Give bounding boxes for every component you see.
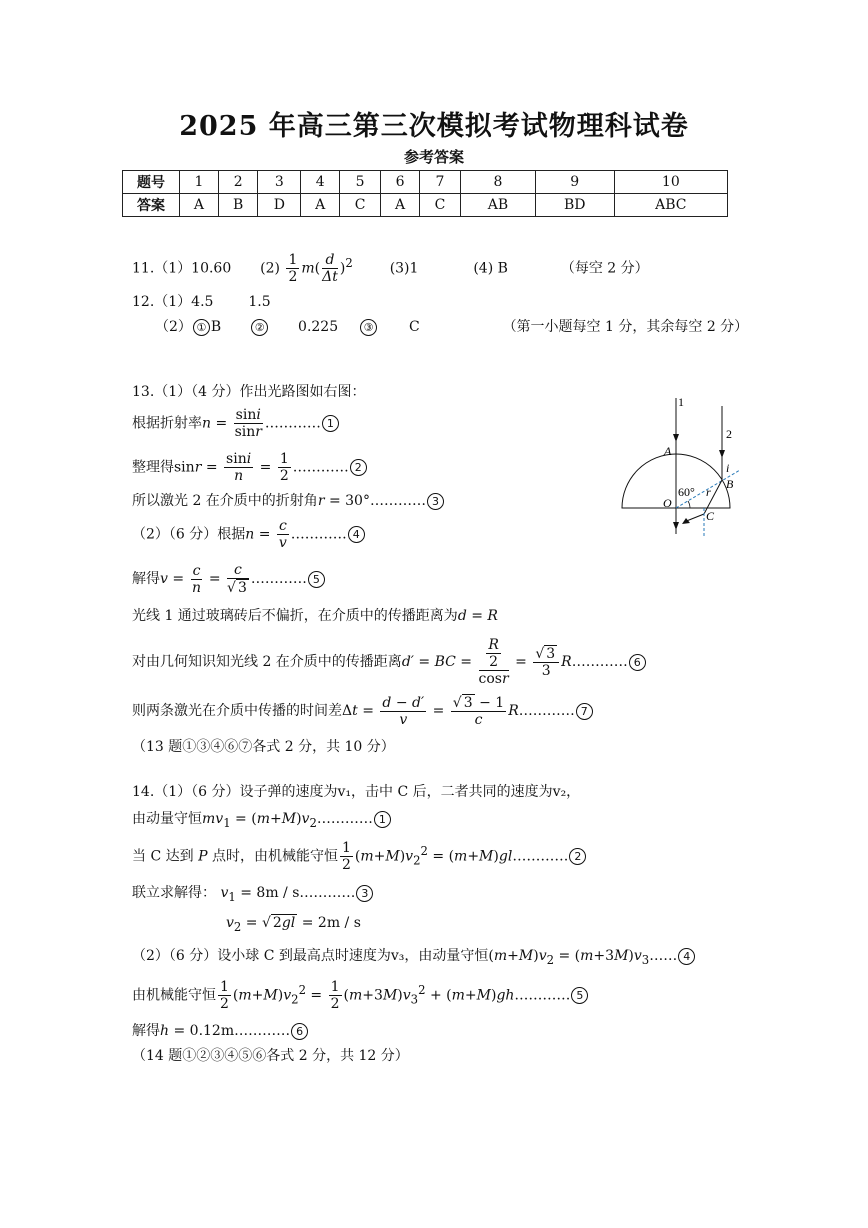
table-cell: 10	[614, 171, 727, 194]
q13-text: 解得	[132, 571, 160, 587]
q13-text: 整理得	[132, 459, 174, 476]
label-angle-60: 60°	[678, 485, 695, 499]
table-header-cell: 答案	[123, 194, 180, 217]
table-cell: B	[218, 194, 258, 217]
table-cell: BD	[535, 194, 614, 217]
table-cell: 4	[301, 171, 340, 194]
table-cell: 1	[180, 171, 219, 194]
label-point-a: A	[664, 444, 672, 458]
q13-text: 光线 1 通过玻璃砖后不偏折，在介质中的传播距离为	[132, 608, 458, 624]
table-cell: 6	[381, 171, 420, 194]
table-cell: A	[301, 194, 340, 217]
q14-line7: 由机械能守恒 $\frac{1}{2}$ $(m+M)v_2^2$ = $\frac{1}{2}$ $(m+3M)v_3^2$ + (m+M)gh………… 5	[132, 979, 589, 1012]
q13-line7: 光线 1 通过玻璃砖后不偏折，在介质中的传播距离为d = R	[132, 608, 498, 624]
q13-text: （2）（6 分）根据	[132, 526, 246, 543]
table-cell: 5	[340, 171, 381, 194]
q12-answer-2: 0.225	[298, 319, 339, 335]
q14-line6: （2）（6 分）设小球 C 到最高点时速度为v₃，由动量守恒$(m+M)v_2$ = $(m+3M)v_3\dots\dots$ 4	[132, 945, 696, 967]
answer-table	[122, 170, 728, 217]
table-cell: 9	[535, 171, 614, 194]
q11-part1: 11.（1）10.60	[132, 260, 232, 277]
table-cell: 3	[258, 171, 301, 194]
page-title: 2025 年高三第三次模拟考试物理科试卷	[179, 111, 689, 142]
q12-answer-3: C	[408, 319, 420, 335]
label-point-b: B	[726, 477, 734, 491]
label-ray-2: 2	[726, 427, 732, 441]
label-angle-r: r	[706, 485, 711, 499]
q12-answer-1: B	[210, 319, 222, 335]
q11-part2-label: (2)	[260, 260, 281, 277]
q14-text: 联立求解得：	[132, 885, 216, 901]
q14-line2: 由动量守恒$mv_1$ = $(m+M)v_2\dots\dots\dots\dots$ 1	[132, 808, 392, 830]
table-cell: 8	[461, 171, 536, 194]
table-cell: C	[420, 194, 461, 217]
q11-part3: (3)1	[389, 260, 419, 277]
q12-line2	[155, 316, 748, 336]
q14-text: 由机械能守恒	[132, 987, 216, 1004]
q11-part4: (4) B	[473, 260, 508, 277]
q12-part1: 12.（1）4.5	[132, 294, 214, 310]
q13-line2: 根据折射率n = $\frac{\sin i}{\sin r}$ ………… 1	[132, 407, 340, 440]
table-cell: A	[381, 194, 420, 217]
table-cell: 7	[420, 171, 461, 194]
label-angle-i: i	[726, 461, 730, 475]
q14-line5: $v_2$ = √ 2gl = 2m / s	[226, 915, 361, 934]
q12-circle-1: ①	[193, 319, 210, 336]
q14-line9: （14 题①②③④⑤⑥各式 2 分，共 12 分）	[132, 1048, 409, 1064]
q12-circle-3: ③	[360, 319, 377, 336]
q12-circle-2: ②	[251, 319, 268, 336]
q12-note: （第一小题每空 1 分，其余每空 2 分）	[502, 319, 749, 335]
q13-text: 则两条激光在介质中传播的时间差	[132, 703, 342, 719]
q14-line3: 当 C 达到 P 点时，由机械能守恒 $\frac{1}{2}$ $(m+M)v_2^2$ = (m+M)gl………… 2	[132, 840, 587, 873]
q13-line3: 整理得sinr = $\frac{\sin i}{n}$ = $\frac{1}{2}$ ………… 2	[132, 451, 368, 484]
table-row	[123, 171, 728, 194]
table-cell: D	[258, 194, 301, 217]
q14-line1: 14.（1）（6 分）设子弹的速度为v₁，击中 C 后，二者共同的速度为v₂，	[132, 784, 581, 800]
q14-text: 解得	[132, 1023, 160, 1039]
label-point-c: C	[706, 509, 715, 523]
table-cell: C	[340, 194, 381, 217]
table-cell: ABC	[614, 194, 727, 217]
q14-text: （2）（6 分）设小球 C 到最高点时速度为v₃，由动量守恒	[132, 948, 489, 964]
q11-line: 11.（1）10.60 (2) $\frac{1}{2}$ m( $\frac{d}{\Delta t}$ )$^2$ (3)1 (4) B （每空 2 分）	[132, 252, 649, 285]
q14-text: 点时，由机械能守恒	[211, 848, 338, 865]
table-row	[123, 194, 728, 217]
q12-part1-b: 1.5	[248, 294, 271, 310]
table-cell: AB	[461, 194, 536, 217]
q14-line8: 解得h = 0.12m………… 6	[132, 1020, 309, 1040]
q13-line9: 则两条激光在介质中传播的时间差Δt = $\frac{d - d'}{v}$ = $\frac{√ 3 - 1}{c}$ R………… 7	[132, 694, 594, 728]
q13-line6: 解得v = $\frac{c}{n}$ = $\frac{c}{√ 3}$ ………… 5	[132, 562, 326, 596]
q14-text: 由动量守恒	[132, 811, 202, 827]
table-cell: 2	[218, 171, 258, 194]
table-header-cell: 题号	[123, 171, 180, 194]
q14-text: 当 C 达到	[132, 848, 194, 865]
q13-line10: （13 题①③④⑥⑦各式 2 分，共 10 分）	[132, 739, 395, 755]
table-cell: A	[180, 194, 219, 217]
q13-line5: （2）（6 分）根据n = $\frac{c}{v}$ ………… 4	[132, 518, 366, 551]
label-ray-1: 1	[678, 396, 684, 409]
q13-line4: 所以激光 2 在介质中的折射角r = 30°………… 3	[132, 490, 445, 510]
q13-text: 所以激光 2 在介质中的折射角	[132, 493, 318, 509]
q12-line1	[132, 291, 271, 311]
label-point-o: O	[663, 496, 672, 510]
q11-note: （每空 2 分）	[560, 260, 649, 277]
q13-text: 对由几何知识知光线 2 在介质中的传播距离	[132, 654, 402, 670]
page-subtitle: 参考答案	[403, 148, 464, 166]
q13-line1: 13.（1）（4 分）作出光路图如右图：	[132, 384, 366, 400]
light-path-figure	[618, 396, 748, 540]
q13-line8: 对由几何知识知光线 2 在介质中的传播距离d′ = BC = $\frac{\frac{R}{2}}{\cos r}$ = $\frac{√ 3}{3}$ R………… 6	[132, 637, 647, 687]
q14-line4: 联立求解得： $v_1 = 8m$ / s………… 3	[132, 882, 374, 904]
q12-part2-label: （2）	[155, 319, 192, 335]
q13-text: 根据折射率	[132, 415, 202, 432]
